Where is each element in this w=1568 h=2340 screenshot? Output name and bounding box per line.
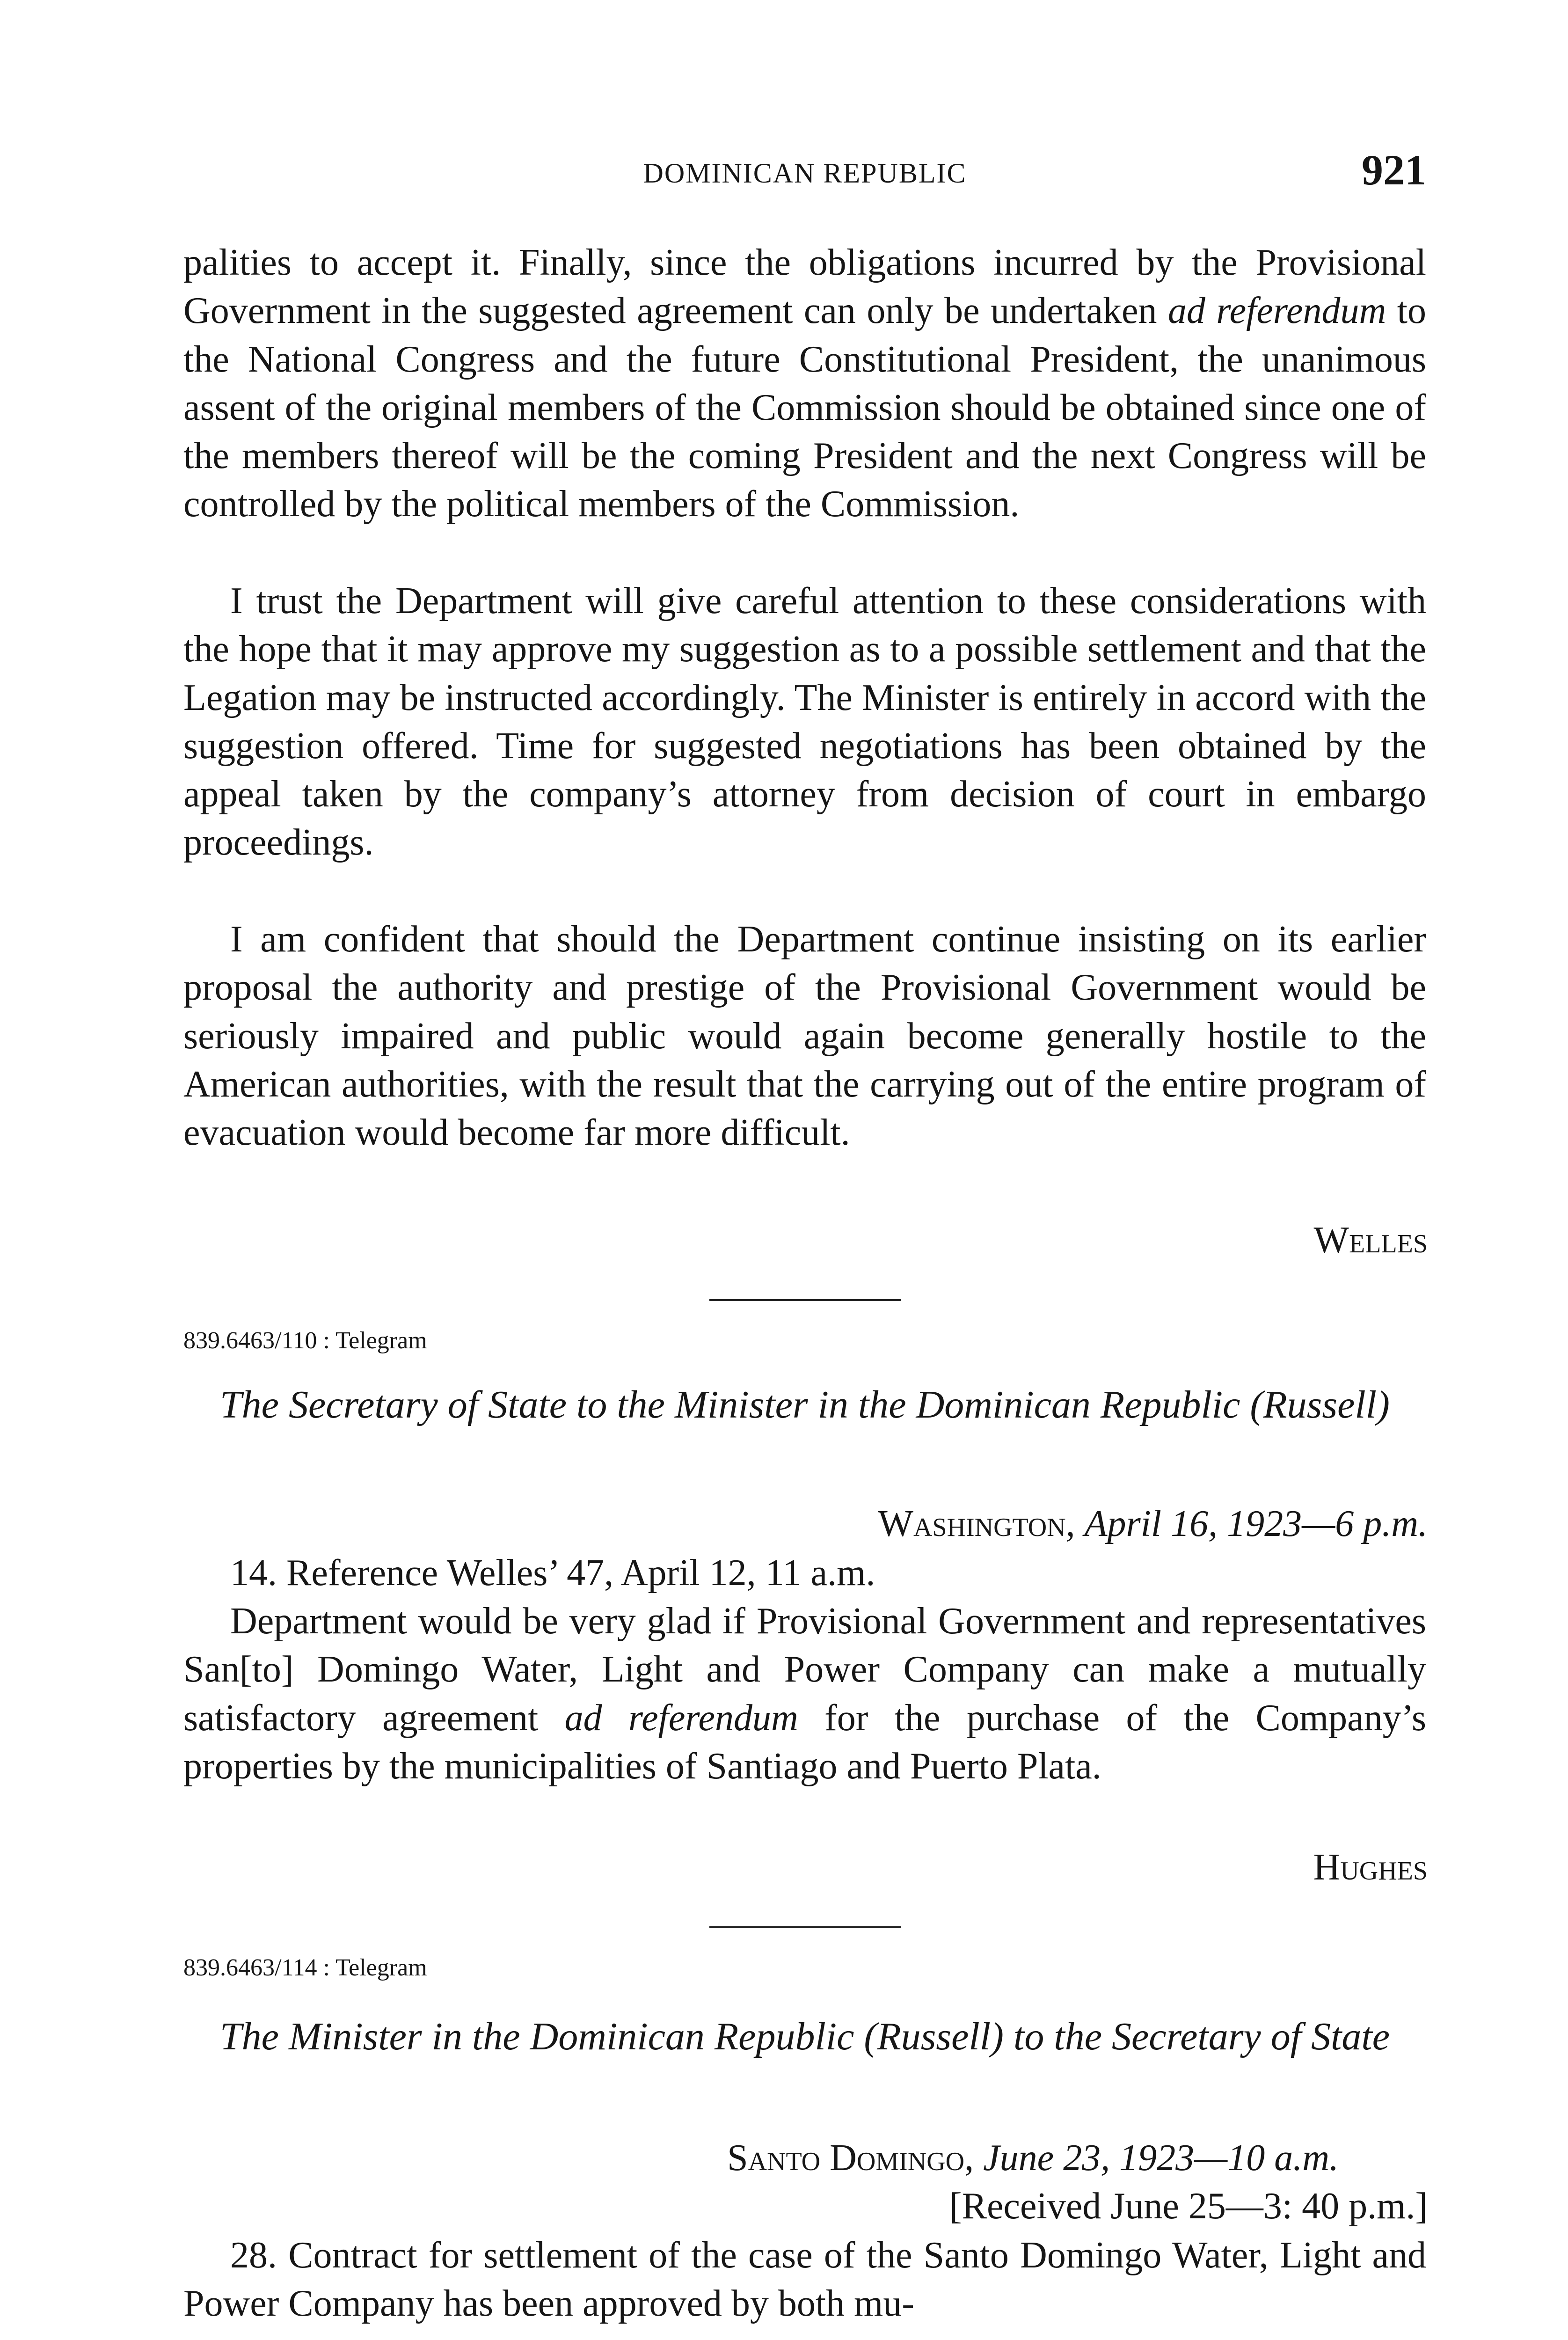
- dateline: [727, 2134, 1339, 2182]
- title-text: ) to the Secretary of State: [991, 2015, 1390, 2058]
- file-reference: 839.6463/110 : Telegram: [183, 1327, 427, 1354]
- title-text: ): [1377, 1383, 1390, 1426]
- dateline-date: April 16, 1923—6 p.m.: [1084, 1503, 1428, 1544]
- paragraph-text: for the purchase of the Company’s properties by the municipalities of Santiago and Puerto Plata.: [183, 1697, 1427, 1787]
- dateline-date: June 23, 1923—10 a.m.: [983, 2137, 1339, 2179]
- italic-term: ad referendum: [1167, 290, 1386, 332]
- telegram-reference: 14. Reference Welles’ 47, April 12, 11 a.m.: [230, 1552, 875, 1594]
- title-text: The Secretary of State to the Minister in the Dominican Republic (: [219, 1383, 1263, 1426]
- paragraph-text: Department would be very glad if Provisional Government and representatives San[to] Domingo Water, Light and Power Company can make a mutually satisfactory agreement: [183, 1601, 1426, 1739]
- italic-term: ad referendum: [564, 1697, 798, 1739]
- title-name: Russell: [877, 2015, 991, 2058]
- telegram-body: [183, 1597, 1426, 1791]
- paragraph-continuation: [183, 239, 1426, 529]
- section-divider: [709, 1299, 901, 1301]
- telegram-body: 28. Contract for settlement of the case of the Santo Domingo Water, Light and Power Company has been approved by both mu-: [183, 2235, 1426, 2325]
- dateline: [878, 1500, 1428, 1548]
- paragraph-text: to the National Congress and the future Constitutional President, the unanimous assent of the original members of the Commission should be obtained since one of the members thereof will be the coming President and the next Congress will be controlled by the political members of the Commission.: [183, 290, 1427, 525]
- dateline-place: Washington,: [878, 1503, 1075, 1544]
- file-reference: 839.6463/114 : Telegram: [183, 1954, 427, 1981]
- title-text: The Minister in the Dominican Republic (: [219, 2015, 877, 2058]
- received-line: [Received June 25—3: 40 p.m.]: [949, 2186, 1428, 2227]
- section-divider: [709, 1926, 901, 1928]
- signature-hughes: Hughes: [1313, 1847, 1428, 1888]
- page-number: 921: [1362, 146, 1426, 194]
- dateline-place: Santo Domingo,: [727, 2137, 974, 2179]
- signature-welles: Welles: [1313, 1220, 1428, 1261]
- paragraph-considerations: I trust the Department will give careful attention to these considerations with the hope that it may approve my suggestion as to a possible settlement and that the Legation may be instructed accordingly. The Minister is entirely in accord with the suggestion offered. Time for suggested negotiations has been obtained by the appeal taken by the company’s attorney from decision of court in embargo proceedings.: [183, 580, 1426, 863]
- title-name: Russell: [1263, 1383, 1377, 1426]
- document-title: [183, 1381, 1426, 1429]
- running-title: DOMINICAN REPUBLIC: [643, 158, 967, 189]
- paragraph-text: palities to accept it. Finally, since the obligations incurred by the Provisional Government in the suggested agreement can only be undertaken: [183, 242, 1426, 332]
- document-title: [183, 2012, 1426, 2061]
- running-header: [183, 140, 1426, 201]
- paragraph-confidence: I am confident that should the Department continue insisting on its earlier proposal the authority and prestige of the Provisional Government would be seriously impaired and public would again become generally hostile to the American authorities, with the result that the carrying out of the entire program of evacuation would become far more difficult.: [183, 919, 1426, 1154]
